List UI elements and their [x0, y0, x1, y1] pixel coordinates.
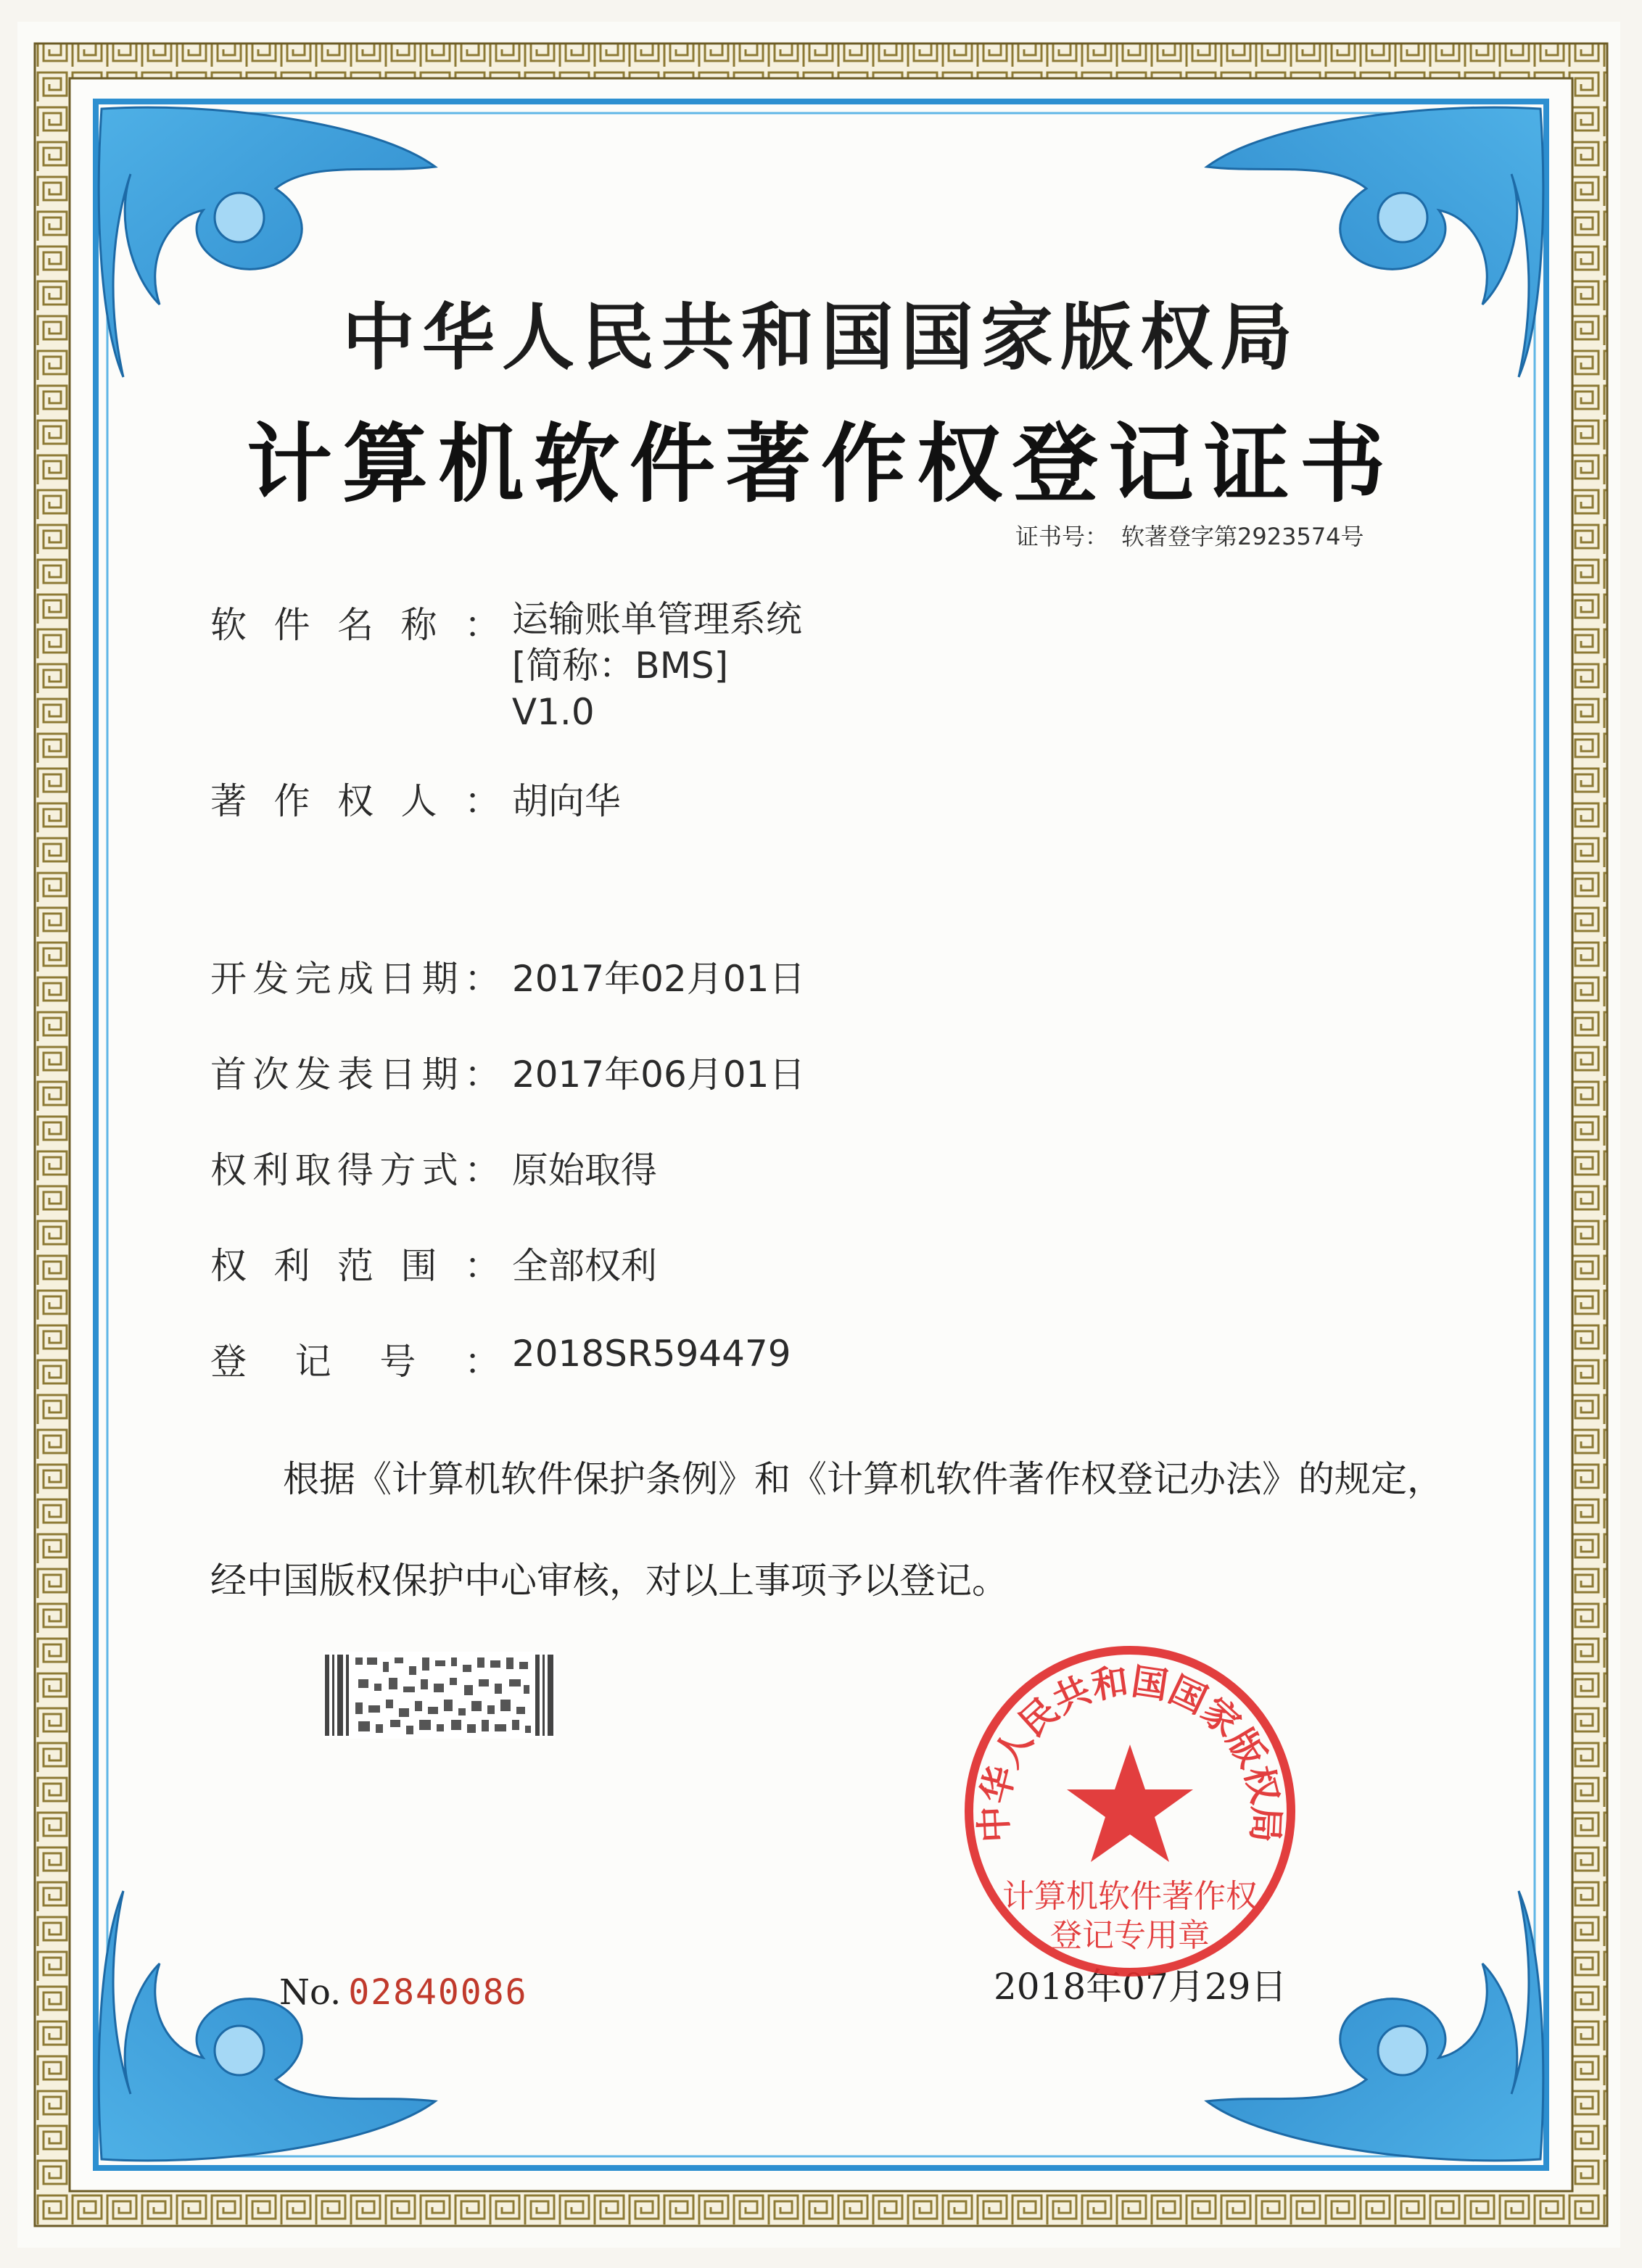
field-registration-number	[210, 1333, 791, 1385]
scope-label: 权利范围：	[210, 1245, 500, 1287]
issue-date: 2018年07月29日	[994, 1966, 1287, 2008]
copyright-owner-value: 胡向华	[511, 780, 621, 822]
software-name-value	[512, 596, 802, 735]
acquire-method-label: 权利取得方式：	[210, 1149, 500, 1191]
software-version-line: V1.0	[511, 691, 595, 733]
serial-digits: 02840086	[348, 1972, 528, 2013]
certificate-title: 计算机软件著作权登记证书	[246, 414, 1395, 514]
pub-date-label: 首次发表日期：	[210, 1054, 500, 1096]
copyright-owner-label: 著作权人：	[210, 780, 500, 822]
field-acquire-method	[210, 1141, 657, 1193]
field-pub-date	[210, 1046, 805, 1098]
dev-date-label: 开发完成日期：	[210, 958, 500, 1000]
software-name-line: 运输账单管理系统	[511, 598, 802, 640]
serial-number	[279, 1972, 528, 2013]
serial-prefix: No.	[279, 1972, 342, 2013]
seal-outer-text: 中华人民共和国国家版权局	[973, 1660, 1287, 1844]
field-dev-date	[210, 950, 805, 1002]
issuing-authority: 中华人民共和国国家版权局	[342, 295, 1300, 380]
registration-number-label: 登记号：	[210, 1341, 500, 1383]
dev-date-value: 2017年02月01日	[511, 958, 806, 1000]
seal-star-icon	[1067, 1745, 1193, 1862]
cert-no-value: 软著登字第2923574号	[1121, 523, 1364, 550]
legal-statement: 根据《计算机软件保护条例》和《计算机软件著作权登记办法》的规定，经中国版权保护中心审核，对以上事项予以登记。	[210, 1458, 1443, 1602]
cert-no-label: 证书号：	[1015, 523, 1109, 550]
pub-date-value: 2017年06月01日	[511, 1054, 806, 1096]
barcode-image	[323, 1652, 556, 1739]
field-copyright-owner	[210, 772, 621, 824]
seal-inner-line2: 登记专用章	[1050, 1917, 1210, 1954]
official-seal	[956, 1637, 1304, 1985]
software-name-label: 软件名称：	[210, 604, 500, 646]
acquire-method-value: 原始取得	[511, 1149, 657, 1191]
seal-inner-line1: 计算机软件著作权	[1002, 1878, 1258, 1915]
certificate-number	[1015, 518, 1377, 552]
scope-value: 全部权利	[511, 1245, 657, 1287]
software-abbr-line: [简称：BMS]	[511, 645, 729, 687]
registration-number-value: 2018SR594479	[511, 1333, 791, 1375]
field-scope	[210, 1237, 657, 1289]
field-software-name	[210, 596, 802, 735]
